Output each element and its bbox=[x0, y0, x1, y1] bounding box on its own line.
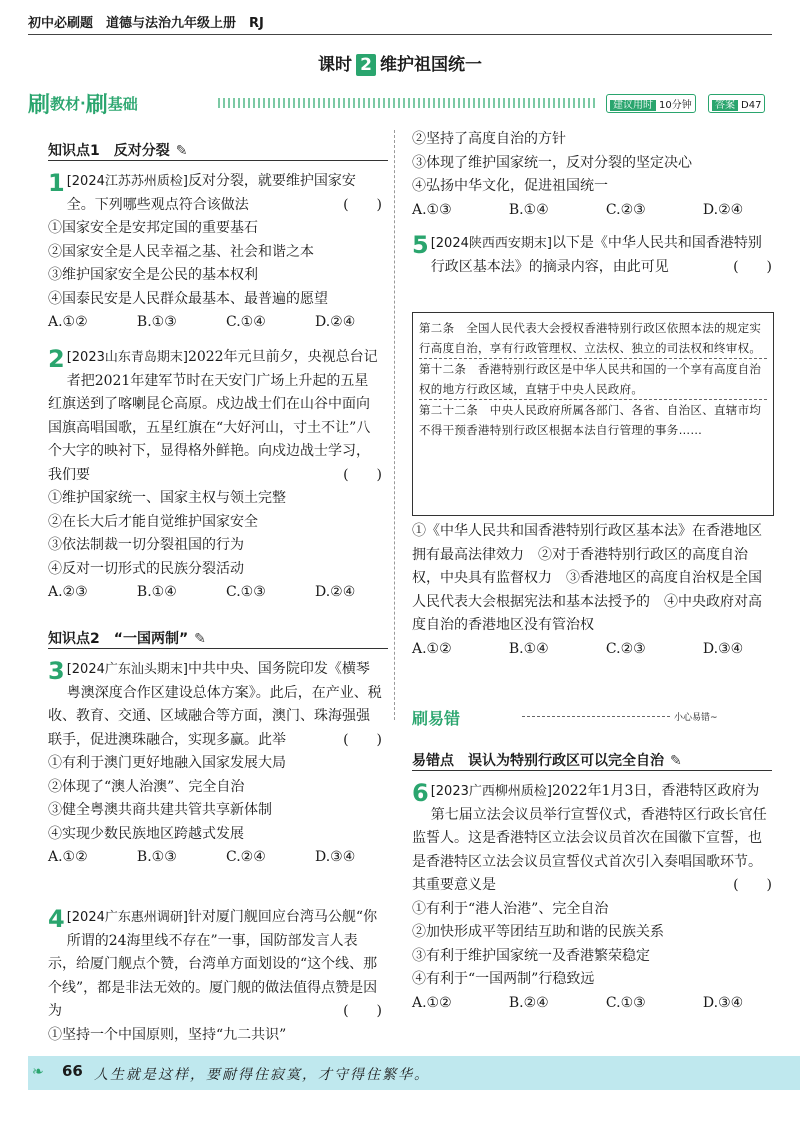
q6-option-c[interactable]: C.①③ bbox=[605, 994, 646, 1011]
banner-dots bbox=[218, 98, 598, 108]
question-2 bbox=[48, 346, 382, 605]
series-title: 初中必刷题 道德与法治九年级上册 RJ bbox=[28, 16, 264, 31]
error-prone-hint: 小心易错~ bbox=[674, 713, 718, 723]
section-banner bbox=[28, 88, 772, 118]
q1-option-c[interactable]: C.①④ bbox=[225, 314, 266, 330]
question-4-continued bbox=[412, 128, 772, 222]
question-6 bbox=[412, 780, 772, 1015]
error-prone-badge: 刷易错 bbox=[412, 709, 461, 728]
q1-item: ②国家安全是人民幸福之基、社会和谐之本 bbox=[48, 243, 314, 260]
banner-shua-1: 刷 bbox=[28, 93, 51, 118]
q4-option-b[interactable]: B.①④ bbox=[508, 201, 549, 218]
kp1-label: 知识点1 反对分裂 bbox=[48, 143, 170, 159]
leaf-icon: ❧ bbox=[32, 1064, 44, 1080]
q3-option-b[interactable]: B.①③ bbox=[136, 849, 177, 865]
knowledge-point-1 bbox=[48, 140, 187, 160]
answer-value: D47 bbox=[741, 100, 762, 111]
answer-key: 答案 bbox=[712, 100, 738, 111]
q2-source: [2023山东青岛期末] bbox=[66, 350, 188, 365]
knowledge-point-2 bbox=[48, 628, 206, 648]
q3-option-a[interactable]: A.①② bbox=[48, 849, 88, 865]
time-key: 建议用时 bbox=[610, 100, 656, 111]
excerpt-article-2: 第二条 全国人民代表大会授权香港特别行政区依照本法的规定实行高度自治，享有行政管理权、立法权、独立的司法权和终审权。 bbox=[419, 321, 762, 355]
lesson-name: 维护祖国统一 bbox=[380, 55, 482, 75]
q4-option-c[interactable]: C.②③ bbox=[605, 201, 646, 218]
q4-option-d[interactable]: D.②④ bbox=[702, 201, 744, 218]
q1-item: ③维护国家安全是公民的基本权利 bbox=[48, 267, 258, 283]
excerpt-article-22: 第二十二条 中央人民政府所属各部门、各省、自治区、直辖市均不得干预香港特别行政区根据本法自行管理的事务…… bbox=[419, 403, 762, 437]
q3-item: ①有利于澳门更好地融入国家发展大局 bbox=[48, 755, 286, 771]
column-separator bbox=[394, 130, 395, 720]
q2-option-d[interactable]: D.②④ bbox=[314, 584, 356, 600]
q1-options bbox=[48, 311, 355, 335]
question-1 bbox=[48, 170, 382, 335]
q3-item: ③健全粤澳共商共建共管共享新体制 bbox=[48, 802, 272, 818]
q5-option-c[interactable]: C.②③ bbox=[605, 640, 646, 657]
footer-motto: 人生就是这样，要耐得住寂寞，才守得住繁华。 bbox=[94, 1067, 430, 1083]
q5-source: [2024陕西西安期末] bbox=[430, 236, 552, 251]
q2-answer-paren: ( ) bbox=[343, 466, 382, 483]
banner-jiaocai: 教材 bbox=[50, 95, 81, 113]
q4-item: ①坚持一个中国原则，坚持“九二共识” bbox=[48, 1026, 287, 1043]
banner-arrow bbox=[522, 716, 670, 717]
kp1-underline bbox=[48, 160, 388, 161]
question-4 bbox=[48, 906, 382, 1047]
q2-options bbox=[48, 581, 355, 605]
q2-item: ④反对一切形式的民族分裂活动 bbox=[48, 560, 244, 577]
q1-stem: 反对分裂，就要维护国家安全。下列哪些观点符合该做法 bbox=[66, 173, 356, 213]
answer-tag bbox=[708, 94, 765, 113]
lesson-prefix: 课时 bbox=[318, 55, 352, 75]
q3-answer-paren: ( ) bbox=[343, 731, 382, 748]
time-value: 10分钟 bbox=[659, 100, 692, 111]
q6-option-d[interactable]: D.③④ bbox=[702, 994, 744, 1011]
q5-option-b[interactable]: B.①④ bbox=[508, 640, 549, 657]
q6-item: ②加快形成平等团结互助和谐的民族关系 bbox=[412, 924, 664, 940]
lesson-number: 2 bbox=[356, 54, 376, 76]
q5-options bbox=[412, 638, 743, 662]
question-3 bbox=[48, 658, 382, 870]
q1-source: [2024江苏苏州质检] bbox=[66, 174, 188, 189]
page-footer bbox=[28, 1056, 800, 1090]
q3-option-d[interactable]: D.③④ bbox=[314, 849, 356, 865]
q5-items: ①《中华人民共和国香港特别行政区基本法》在香港地区拥有最高法律效力 ②对于香港特别行政区的高度自治权，中央具有监督权力 ③香港地区的高度自治权是全国人民代表大会根据宪法和基本法授予的 ④中央政府对高度自治的香港地区没有管治权 bbox=[412, 523, 762, 633]
q6-answer-paren: ( ) bbox=[733, 877, 772, 893]
q2-option-c[interactable]: C.①③ bbox=[225, 584, 266, 600]
q4-number: 4 bbox=[48, 905, 65, 933]
q6-options bbox=[412, 992, 743, 1016]
q6-item: ④有利于“一国两制”行稳致远 bbox=[412, 971, 595, 987]
q1-number: 1 bbox=[48, 169, 65, 197]
error-point-label: 易错点 误认为特别行政区可以完全自治 bbox=[412, 753, 664, 769]
q2-option-a[interactable]: A.②③ bbox=[48, 584, 88, 600]
q3-source: [2024广东汕头期末] bbox=[66, 662, 188, 677]
pencil-check-icon: ✎ bbox=[175, 143, 188, 159]
page-number: 66 bbox=[62, 1062, 83, 1080]
q6-option-b[interactable]: B.②④ bbox=[508, 994, 549, 1011]
q1-option-a[interactable]: A.①② bbox=[48, 314, 88, 330]
q3-item: ④实现少数民族地区跨越式发展 bbox=[48, 825, 244, 842]
error-point-underline bbox=[412, 770, 772, 771]
pencil-check-icon: ✎ bbox=[670, 753, 682, 769]
q3-options bbox=[48, 846, 355, 870]
banner-shua-2: 刷 bbox=[85, 93, 108, 118]
q5-answer-paren: ( ) bbox=[733, 258, 772, 275]
q4-item: ②坚持了高度自治的方针 bbox=[412, 131, 566, 147]
q1-option-d[interactable]: D.②④ bbox=[314, 314, 356, 330]
q1-item: ①国家安全是安邦定国的重要基石 bbox=[48, 220, 258, 236]
q1-item: ④国泰民安是人民群众最基本、最普遍的愿望 bbox=[48, 290, 328, 307]
q4-option-a[interactable]: A.①③ bbox=[412, 201, 452, 218]
q1-option-b[interactable]: B.①③ bbox=[136, 314, 177, 330]
q3-option-c[interactable]: C.②④ bbox=[225, 849, 266, 865]
error-point bbox=[412, 750, 682, 770]
q2-stem: 2022年元旦前夕，央视总台记者把2021年建军节时在天安门广场上升起的五星红旗送到了喀喇昆仑高原。戍边战士们在山谷中面向国旗高唱国歌，五星红旗在“大好河山，寸土不让”八个大字的映衬下，显得格外鲜艳。向戍边战士学习，我们要 bbox=[48, 349, 378, 483]
kp2-underline bbox=[48, 648, 388, 649]
banner-dot: · bbox=[80, 94, 86, 113]
q6-option-a[interactable]: A.①② bbox=[412, 994, 452, 1011]
q4-item: ④弘扬中华文化，促进祖国统一 bbox=[412, 178, 608, 194]
q6-stem: 2022年1月3日，香港特区政府为第七届立法会议员举行宣誓仪式，香港特区行政长官任监誓人。这是香港特区立法会议员首次在国徽下宣誓，也是香港特区立法会议员宣誓仪式首次引入奏唱国歌环节。其重要意义是 bbox=[412, 783, 767, 893]
q5-option-d[interactable]: D.③④ bbox=[702, 640, 744, 657]
q6-item: ③有利于维护国家统一及香港繁荣稳定 bbox=[412, 947, 650, 964]
kp2-label: 知识点2 “一国两制” bbox=[48, 631, 189, 647]
time-tag bbox=[606, 94, 696, 113]
q3-item: ②体现了“澳人治澳”、完全自治 bbox=[48, 778, 245, 795]
q3-number: 3 bbox=[48, 657, 65, 685]
page-header bbox=[28, 8, 772, 35]
q6-item: ①有利于“港人治港”、完全自治 bbox=[412, 900, 609, 917]
q4-options bbox=[412, 199, 743, 223]
law-excerpt-box bbox=[412, 312, 774, 516]
q2-number: 2 bbox=[48, 345, 65, 373]
q3-stem: 中共中央、国务院印发《横琴粤澳深度合作区建设总体方案》。此后，在产业、税收、教育、交通、区域融合等方面，澳门、珠海强强联手，促进澳珠融合，实现多赢。此举 bbox=[48, 661, 382, 748]
error-prone-banner bbox=[412, 706, 774, 728]
q2-item: ②在长大后才能自觉维护国家安全 bbox=[48, 513, 258, 530]
q2-option-b[interactable]: B.①④ bbox=[136, 584, 177, 600]
q6-number: 6 bbox=[412, 779, 429, 807]
q5-number: 5 bbox=[412, 231, 429, 259]
pencil-check-icon: ✎ bbox=[194, 631, 206, 647]
q4-item: ③体现了维护国家统一，反对分裂的坚定决心 bbox=[412, 154, 692, 171]
q4-stem: 针对厦门舰回应台湾马公舰“你所谓的24海里线不存在”一事，国防部发言人表示，给厦门舰点个赞，台湾单方面划设的“这个线、那个线”，都是非法无效的。厦门舰的做法值得点赞是因为 bbox=[48, 909, 378, 1019]
question-5 bbox=[412, 232, 772, 279]
q5-stem: 以下是《中华人民共和国香港特别行政区基本法》的摘录内容，由此可见 bbox=[430, 235, 762, 275]
excerpt-article-12: 第十二条 香港特别行政区是中华人民共和国的一个享有高度自治权的地方行政区域，直辖于中央人民政府。 bbox=[419, 358, 767, 400]
lesson-title bbox=[0, 50, 800, 76]
question-5-statements bbox=[412, 520, 772, 661]
q1-answer-paren: ( ) bbox=[343, 196, 382, 213]
q6-source: [2023广西柳州质检] bbox=[430, 784, 552, 799]
q5-option-a[interactable]: A.①② bbox=[412, 640, 452, 657]
q2-item: ③依法制裁一切分裂祖国的行为 bbox=[48, 537, 244, 553]
q2-item: ①维护国家统一、国家主权与领土完整 bbox=[48, 490, 286, 506]
q4-source: [2024广东惠州调研] bbox=[66, 910, 188, 925]
q4-answer-paren: ( ) bbox=[343, 1003, 382, 1019]
banner-jichu: 基础 bbox=[107, 95, 138, 113]
